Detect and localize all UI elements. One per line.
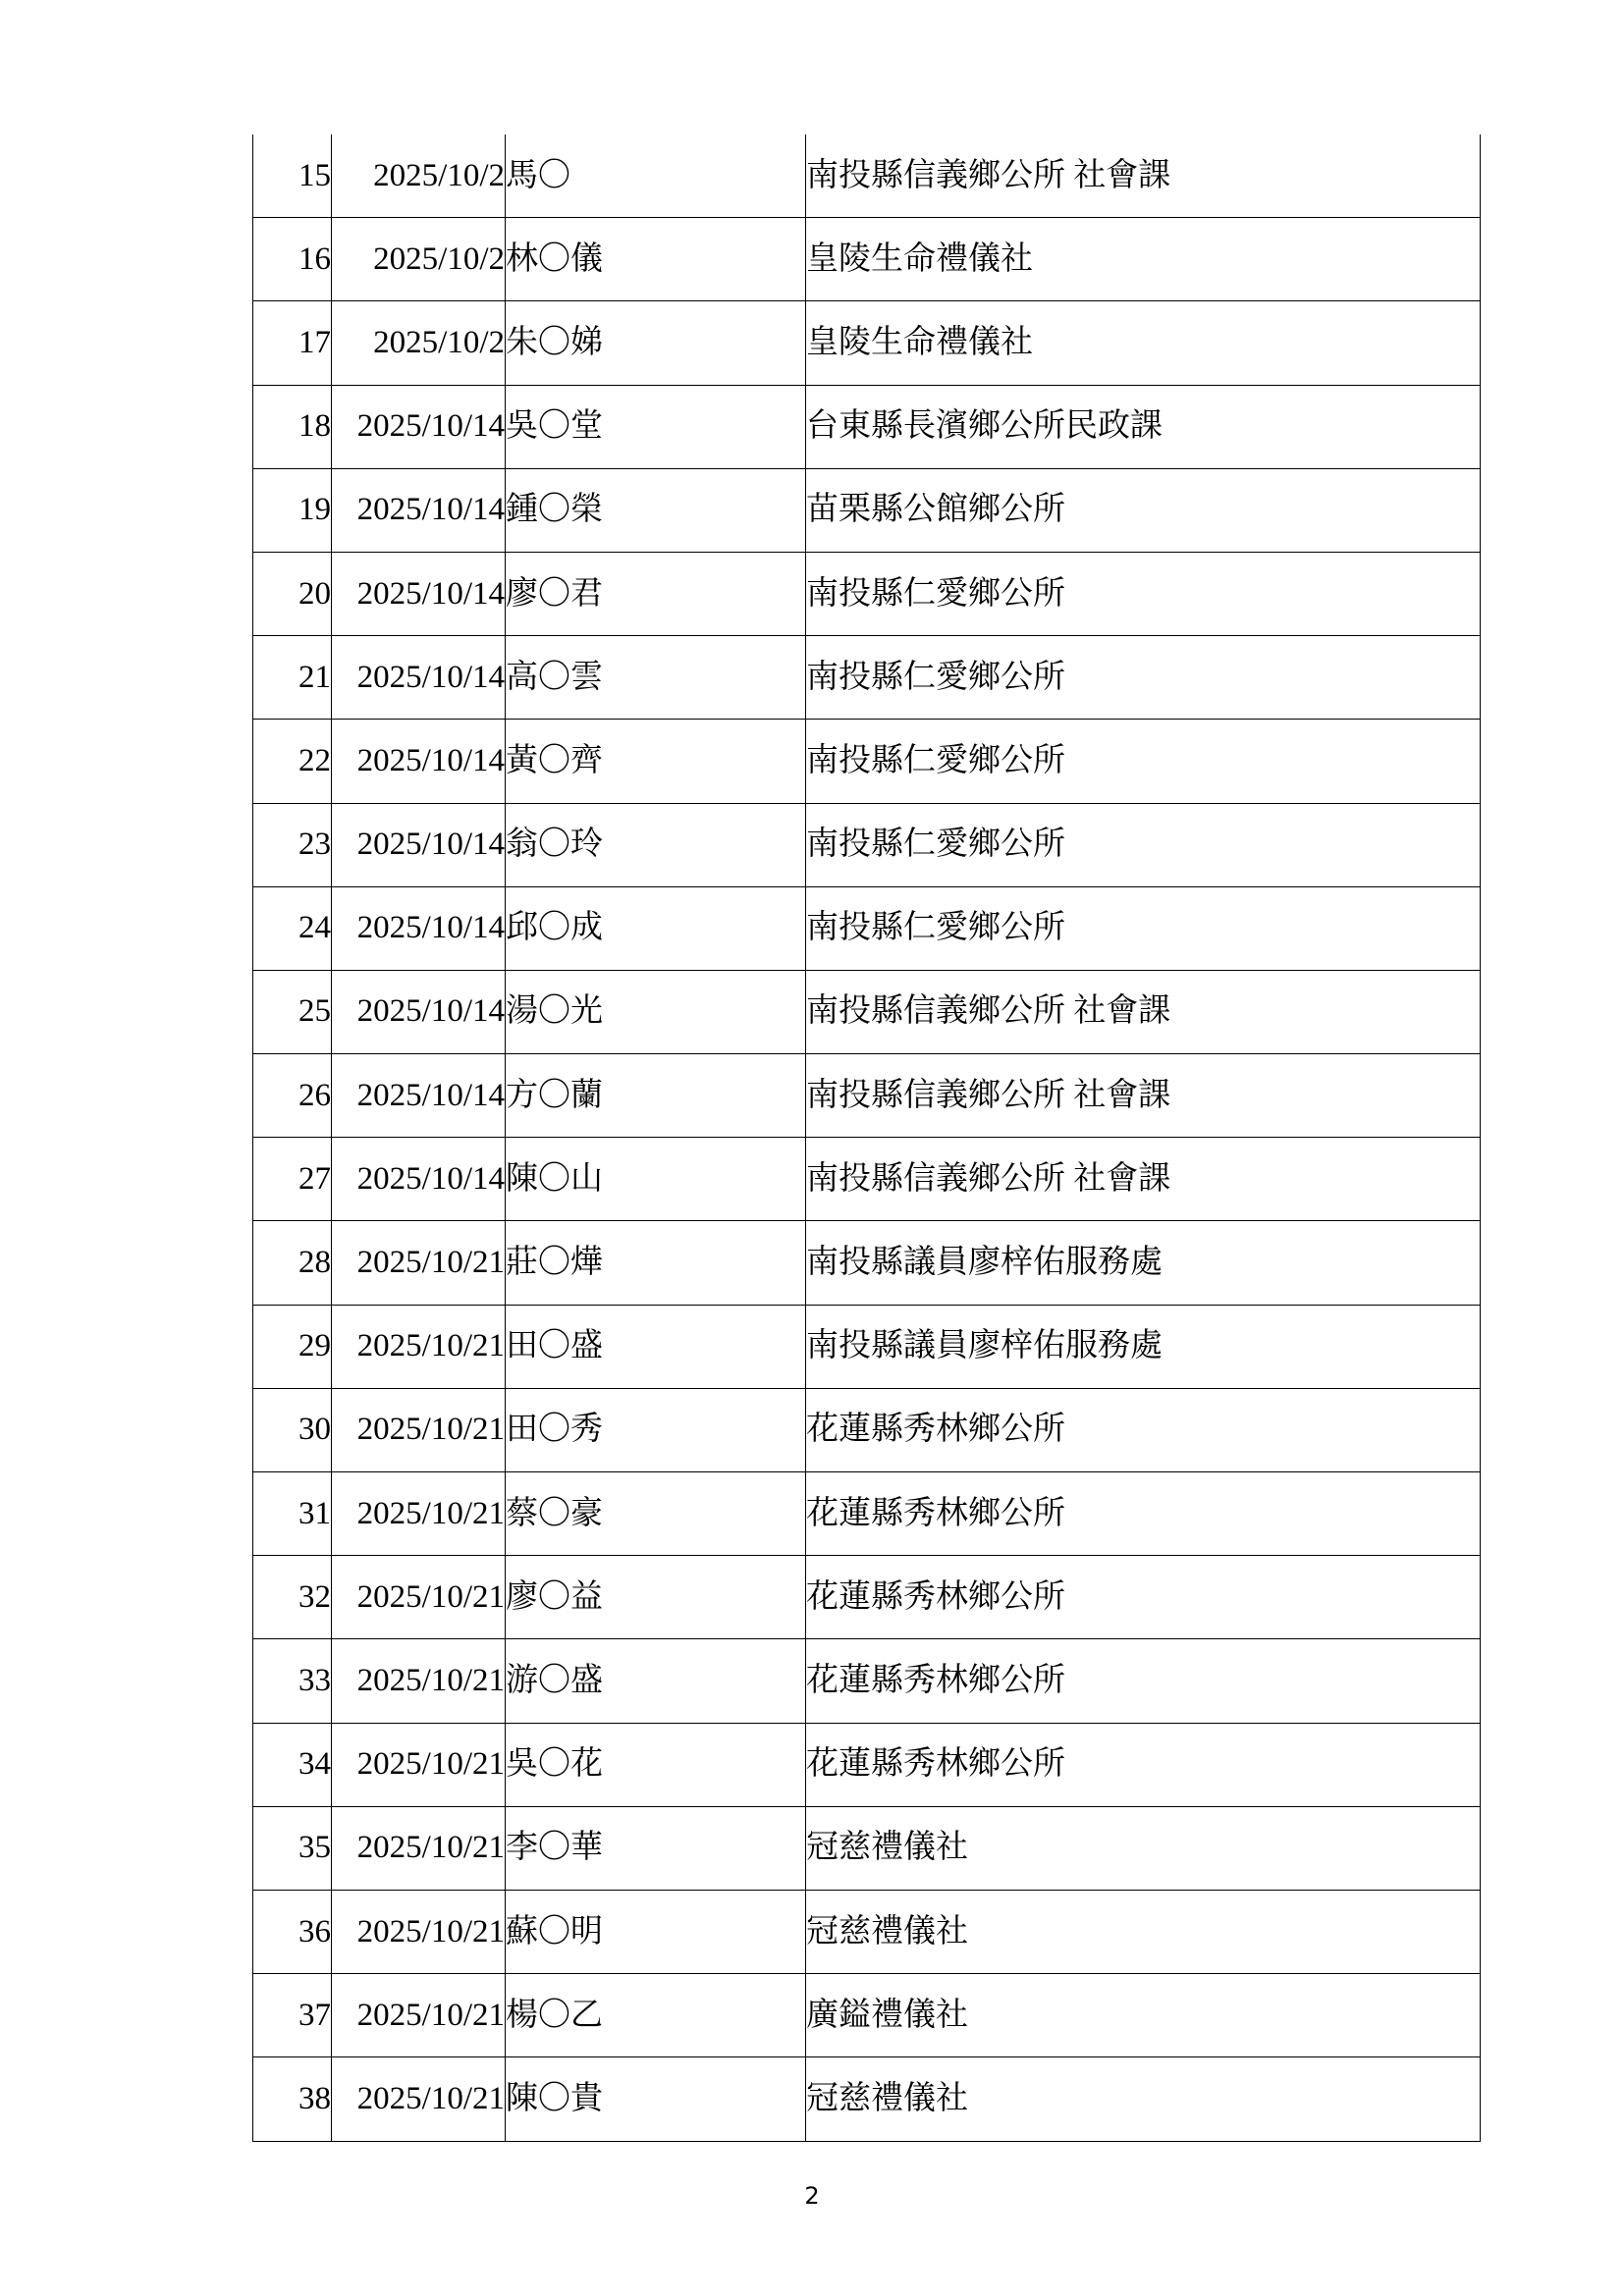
table-row (253, 1305, 1481, 1388)
organization-cell: 南投縣仁愛鄉公所 (806, 636, 1481, 720)
table-row (253, 385, 1481, 468)
date-cell: 2025/10/21 (332, 1305, 506, 1388)
date-cell: 2025/10/14 (332, 803, 506, 886)
name-cell: 鍾〇榮 (506, 468, 806, 552)
organization-cell: 台東縣長濱鄉公所民政課 (806, 385, 1481, 468)
organization-cell: 南投縣仁愛鄉公所 (806, 803, 1481, 886)
organization-cell: 南投縣信義鄉公所 社會課 (806, 970, 1481, 1053)
organization-cell: 南投縣議員廖梓佑服務處 (806, 1305, 1481, 1388)
name-cell: 朱〇娣 (506, 301, 806, 385)
name-cell: 李〇華 (506, 1806, 806, 1890)
name-cell: 高〇雲 (506, 636, 806, 720)
table-row (253, 803, 1481, 886)
date-cell: 2025/10/14 (332, 552, 506, 635)
organization-cell: 廣鎰禮儀社 (806, 1974, 1481, 2057)
roster-table (252, 134, 1481, 2142)
organization-cell: 南投縣仁愛鄉公所 (806, 886, 1481, 970)
row-number-cell: 30 (253, 1388, 332, 1471)
name-cell: 林〇儀 (506, 218, 806, 301)
date-cell: 2025/10/14 (332, 720, 506, 803)
row-number-cell: 25 (253, 970, 332, 1053)
date-cell: 2025/10/2 (332, 134, 506, 218)
row-number-cell: 34 (253, 1723, 332, 1806)
row-number-cell: 19 (253, 468, 332, 552)
date-cell: 2025/10/21 (332, 2057, 506, 2141)
row-number-cell: 16 (253, 218, 332, 301)
organization-cell: 皇陵生命禮儀社 (806, 218, 1481, 301)
organization-cell: 苗栗縣公館鄉公所 (806, 468, 1481, 552)
name-cell: 湯〇光 (506, 970, 806, 1053)
row-number-cell: 21 (253, 636, 332, 720)
organization-cell: 皇陵生命禮儀社 (806, 301, 1481, 385)
roster-table-body (253, 134, 1481, 2141)
name-cell: 陳〇貴 (506, 2057, 806, 2141)
date-cell: 2025/10/14 (332, 886, 506, 970)
table-row (253, 1138, 1481, 1221)
table-row (253, 970, 1481, 1053)
organization-cell: 冠慈禮儀社 (806, 1806, 1481, 1890)
organization-cell: 冠慈禮儀社 (806, 1890, 1481, 1973)
date-cell: 2025/10/14 (332, 468, 506, 552)
name-cell: 邱〇成 (506, 886, 806, 970)
name-cell: 馬〇 (506, 134, 806, 218)
organization-cell: 花蓮縣秀林鄉公所 (806, 1639, 1481, 1723)
date-cell: 2025/10/21 (332, 1639, 506, 1723)
row-number-cell: 24 (253, 886, 332, 970)
row-number-cell: 35 (253, 1806, 332, 1890)
organization-cell: 南投縣信義鄉公所 社會課 (806, 134, 1481, 218)
name-cell: 田〇秀 (506, 1388, 806, 1471)
table-row (253, 1054, 1481, 1138)
date-cell: 2025/10/21 (332, 1472, 506, 1556)
table-row (253, 636, 1481, 720)
name-cell: 黃〇齊 (506, 720, 806, 803)
date-cell: 2025/10/2 (332, 218, 506, 301)
table-row (253, 1556, 1481, 1639)
organization-cell: 花蓮縣秀林鄉公所 (806, 1388, 1481, 1471)
table-row (253, 468, 1481, 552)
row-number-cell: 33 (253, 1639, 332, 1723)
date-cell: 2025/10/2 (332, 301, 506, 385)
name-cell: 蔡〇豪 (506, 1472, 806, 1556)
name-cell: 方〇蘭 (506, 1054, 806, 1138)
row-number-cell: 38 (253, 2057, 332, 2141)
row-number-cell: 15 (253, 134, 332, 218)
organization-cell: 南投縣仁愛鄉公所 (806, 552, 1481, 635)
date-cell: 2025/10/14 (332, 385, 506, 468)
row-number-cell: 32 (253, 1556, 332, 1639)
date-cell: 2025/10/21 (332, 1723, 506, 1806)
table-row (253, 301, 1481, 385)
name-cell: 廖〇君 (506, 552, 806, 635)
organization-cell: 花蓮縣秀林鄉公所 (806, 1723, 1481, 1806)
page-number: 2 (804, 2182, 820, 2210)
date-cell: 2025/10/14 (332, 970, 506, 1053)
organization-cell: 南投縣信義鄉公所 社會課 (806, 1138, 1481, 1221)
row-number-cell: 26 (253, 1054, 332, 1138)
name-cell: 莊〇燁 (506, 1221, 806, 1305)
table-row (253, 1472, 1481, 1556)
row-number-cell: 31 (253, 1472, 332, 1556)
row-number-cell: 28 (253, 1221, 332, 1305)
row-number-cell: 36 (253, 1890, 332, 1973)
name-cell: 楊〇乙 (506, 1974, 806, 2057)
organization-cell: 南投縣仁愛鄉公所 (806, 720, 1481, 803)
name-cell: 吳〇花 (506, 1723, 806, 1806)
date-cell: 2025/10/21 (332, 1890, 506, 1973)
row-number-cell: 27 (253, 1138, 332, 1221)
table-row (253, 886, 1481, 970)
table-row (253, 1723, 1481, 1806)
name-cell: 廖〇益 (506, 1556, 806, 1639)
table-row (253, 1639, 1481, 1723)
row-number-cell: 29 (253, 1305, 332, 1388)
table-row (253, 218, 1481, 301)
date-cell: 2025/10/21 (332, 1974, 506, 2057)
organization-cell: 花蓮縣秀林鄉公所 (806, 1556, 1481, 1639)
row-number-cell: 20 (253, 552, 332, 635)
table-row (253, 552, 1481, 635)
table-row (253, 2057, 1481, 2141)
name-cell: 蘇〇明 (506, 1890, 806, 1973)
name-cell: 吳〇堂 (506, 385, 806, 468)
table-row (253, 720, 1481, 803)
organization-cell: 南投縣信義鄉公所 社會課 (806, 1054, 1481, 1138)
name-cell: 翁〇玲 (506, 803, 806, 886)
date-cell: 2025/10/14 (332, 1054, 506, 1138)
name-cell: 游〇盛 (506, 1639, 806, 1723)
organization-cell: 花蓮縣秀林鄉公所 (806, 1472, 1481, 1556)
organization-cell: 南投縣議員廖梓佑服務處 (806, 1221, 1481, 1305)
organization-cell: 冠慈禮儀社 (806, 2057, 1481, 2141)
table-row (253, 1890, 1481, 1973)
table-row (253, 1974, 1481, 2057)
date-cell: 2025/10/21 (332, 1388, 506, 1471)
table-row (253, 1221, 1481, 1305)
date-cell: 2025/10/14 (332, 1138, 506, 1221)
name-cell: 陳〇山 (506, 1138, 806, 1221)
row-number-cell: 17 (253, 301, 332, 385)
table-row (253, 1388, 1481, 1471)
table-row (253, 1806, 1481, 1890)
row-number-cell: 23 (253, 803, 332, 886)
table-row (253, 134, 1481, 218)
name-cell: 田〇盛 (506, 1305, 806, 1388)
row-number-cell: 18 (253, 385, 332, 468)
row-number-cell: 22 (253, 720, 332, 803)
date-cell: 2025/10/21 (332, 1556, 506, 1639)
date-cell: 2025/10/14 (332, 636, 506, 720)
date-cell: 2025/10/21 (332, 1806, 506, 1890)
row-number-cell: 37 (253, 1974, 332, 2057)
date-cell: 2025/10/21 (332, 1221, 506, 1305)
